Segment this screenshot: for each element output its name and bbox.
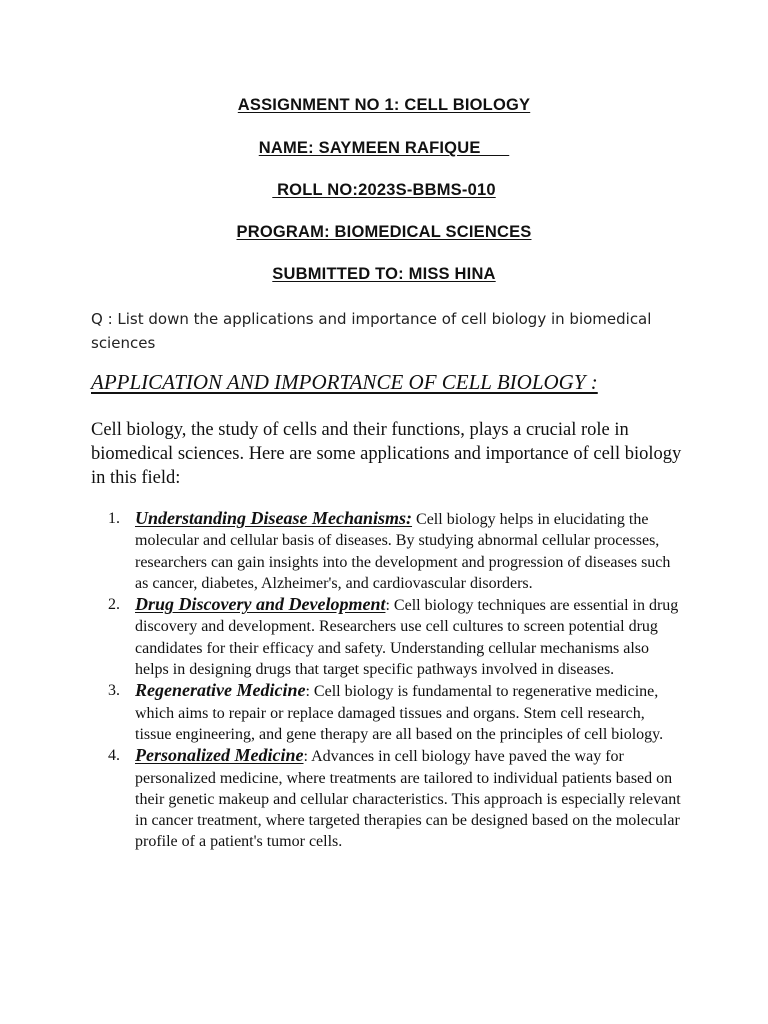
list-item — [108, 594, 683, 680]
list-item-title: Personalized Medicine — [135, 745, 304, 766]
applications-list — [0, 508, 768, 853]
question-text: Q : List down the applications and importance of cell biology in biomedical sciences — [91, 310, 652, 352]
list-item-title: Regenerative Medicine — [135, 680, 306, 701]
list-item-text: Cell biology helps in elucidating the molecular and cellular basis of diseases. By studying abnormal cellular processes, researchers can gain insights into the development and progression of diseases such as cancer, diabetes, Alzheimer's, and cardiovascular disorders. — [135, 511, 671, 592]
list-item-number: 3. — [108, 682, 120, 700]
assignment-title: ASSIGNMENT NO 1: CELL BIOLOGY — [237, 96, 531, 114]
intro-paragraph: Cell biology, the study of cells and their functions, plays a crucial role in biomedical sciences. Here are some applications and importance of cell biology in this field: — [91, 420, 682, 488]
list-item-text: : Advances in cell biology have paved the way for personalized medicine, where treatments are tailored to individual patients based on their genetic makeup and cellular characteristics. This approach is especially relevant in cancer treatment, where targeted therapies can be designed based on the molecular profile of a patient's tumor cells. — [135, 748, 681, 851]
program-name: PROGRAM: BIOMEDICAL SCIENCES — [236, 223, 532, 241]
list-item-title: Understanding Disease Mechanisms: — [135, 508, 413, 528]
list-item-number: 1. — [108, 510, 120, 527]
list-item-title: Drug Discovery and Development — [135, 594, 386, 615]
list-item-text: : Cell biology is fundamental to regenerative medicine, which aims to repair or replace damaged tissues and organs. Stem cell research, tissue engineering, and gene therapy are all based on the principles of cell biology. — [135, 683, 664, 743]
list-item — [108, 508, 683, 594]
student-name: NAME: SAYMEEN RAFIQUE — [258, 139, 510, 157]
submitted-to: SUBMITTED TO: MISS HINA — [272, 265, 496, 283]
list-item — [108, 680, 683, 745]
list-item — [108, 745, 683, 852]
list-item-number: 4. — [108, 747, 120, 765]
section-heading: APPLICATION AND IMPORTANCE OF CELL BIOLOGY : — [91, 370, 598, 394]
list-item-number: 2. — [108, 596, 120, 614]
list-item-text: : Cell biology techniques are essential in drug discovery and development. Researchers use cell cultures to screen potential drug candidates for their efficacy and safety. Understanding cellular mechanisms also helps in designing drugs that target specific pathways involved in diseases. — [135, 597, 679, 679]
roll-number: ROLL NO:2023S-BBMS-010 — [272, 181, 496, 199]
